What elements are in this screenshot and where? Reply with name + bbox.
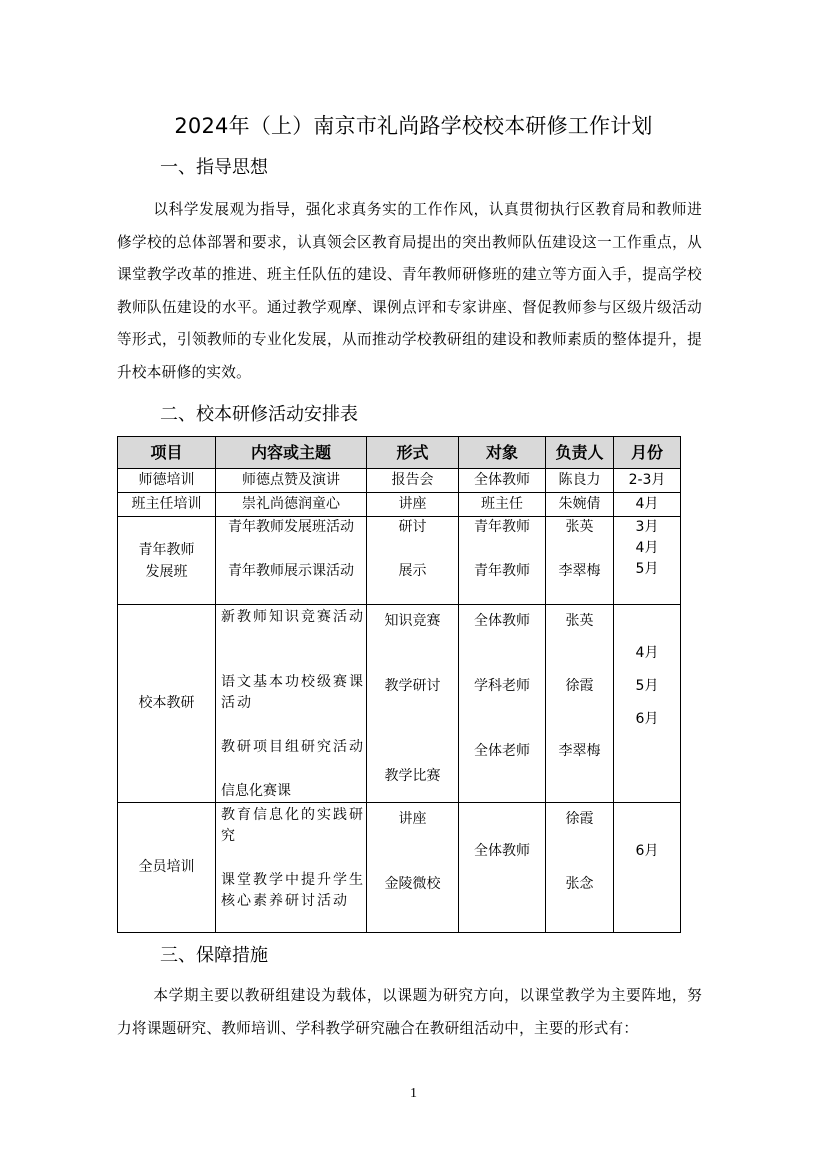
owner-line: 徐霞 bbox=[565, 678, 594, 694]
table-header-row bbox=[118, 437, 681, 469]
cell-owner: 陈良力 bbox=[546, 469, 614, 493]
content-line: 教研项目组研究活动 bbox=[221, 739, 365, 755]
content-line: 信息化赛课 bbox=[221, 783, 291, 799]
paragraph-text: 以科学发展观为指导，强化求真务实的工作作风，认真贯彻执行区教育局和教师进修学校的总体部署和要求，认真领会区教育局提出的突出教师队伍建设这一工作重点，从课堂教学改革的推进、班主任队伍的建设、青年教师研修班的建立等方面入手，提高学校教师队伍建设的水平。通过教学观摩、课例点评和专家讲座、督促教师参与区级片级活动等形式，引领教师的专业化发展，从而推动学校教研组的建设和教师素质的整体提升，提升校本研修的实效。 bbox=[117, 201, 702, 381]
form-line: 讲座 bbox=[398, 811, 427, 827]
cell-project bbox=[118, 517, 216, 605]
cell-content bbox=[216, 517, 367, 605]
cell-form: 报告会 bbox=[367, 469, 459, 493]
cell-project: 全员培训 bbox=[118, 803, 216, 933]
cell-owner bbox=[546, 517, 614, 605]
month-line: 6月 bbox=[635, 711, 659, 727]
header-target: 对象 bbox=[459, 437, 546, 469]
table-row bbox=[118, 469, 681, 493]
cell-form bbox=[367, 803, 459, 933]
owner-line: 李翠梅 bbox=[558, 563, 601, 579]
header-form: 形式 bbox=[367, 437, 459, 469]
header-content: 内容或主题 bbox=[216, 437, 367, 469]
cell-target bbox=[459, 605, 546, 803]
cell-content: 师德点赞及演讲 bbox=[216, 469, 367, 493]
table-row bbox=[118, 803, 681, 933]
target-line: 全体教师 bbox=[474, 613, 530, 629]
cell-project: 校本教研 bbox=[118, 605, 216, 803]
cell-owner: 朱婉倩 bbox=[546, 493, 614, 517]
form-line: 教学研讨 bbox=[384, 678, 441, 694]
table-row bbox=[118, 493, 681, 517]
section-heading-safeguards: 三、保障措施 bbox=[160, 945, 268, 966]
activity-schedule-table bbox=[117, 436, 681, 933]
target-line: 学科老师 bbox=[474, 678, 530, 694]
owner-line: 李翠梅 bbox=[558, 743, 601, 759]
content-line: 新教师知识竞赛活动 bbox=[221, 609, 365, 625]
table-row bbox=[118, 605, 681, 803]
content-line: 课堂教学中提升学生核心素养研讨活动 bbox=[221, 872, 365, 909]
cell-form: 讲座 bbox=[367, 493, 459, 517]
content-line: 青年教师发展班活动 bbox=[228, 519, 354, 535]
safeguards-paragraph bbox=[117, 980, 702, 1045]
form-line: 展示 bbox=[398, 563, 427, 579]
cell-owner bbox=[546, 803, 614, 933]
cell-month: 4月 bbox=[614, 493, 681, 517]
owner-line: 张念 bbox=[565, 876, 594, 892]
guiding-ideology-paragraph bbox=[117, 194, 702, 390]
month-line: 3月 bbox=[635, 519, 659, 535]
owner-line: 徐霞 bbox=[565, 811, 594, 827]
cell-owner bbox=[546, 605, 614, 803]
document-title: 2024年（上）南京市礼尚路学校校本研修工作计划 bbox=[174, 114, 653, 138]
page-number: 1 bbox=[410, 1086, 417, 1101]
cell-month: 2-3月 bbox=[614, 469, 681, 493]
cell-month bbox=[614, 605, 681, 803]
form-line: 研讨 bbox=[398, 519, 427, 535]
cell-target bbox=[459, 517, 546, 605]
cell-month bbox=[614, 517, 681, 605]
cell-target: 班主任 bbox=[459, 493, 546, 517]
owner-line: 张英 bbox=[565, 519, 594, 535]
table-row bbox=[118, 517, 681, 605]
cell-month: 6月 bbox=[614, 803, 681, 933]
cell-target: 全体教师 bbox=[459, 803, 546, 933]
target-line: 全体老师 bbox=[474, 743, 530, 759]
cell-form bbox=[367, 517, 459, 605]
form-line: 知识竞赛 bbox=[384, 613, 441, 629]
cell-target: 全体教师 bbox=[459, 469, 546, 493]
month-line: 5月 bbox=[635, 678, 659, 694]
content-line: 语文基本功校级赛课活动 bbox=[221, 674, 365, 711]
target-line: 青年教师 bbox=[474, 563, 530, 579]
form-line: 教学比赛 bbox=[384, 768, 441, 784]
month-line: 4月 bbox=[635, 645, 659, 661]
section-heading-guiding-ideology: 一、指导思想 bbox=[160, 157, 268, 178]
owner-line: 张英 bbox=[565, 613, 594, 629]
paragraph-text: 本学期主要以教研组建设为载体，以课题为研究方向，以课堂教学为主要阵地，努力将课题研究、教师培训、学科教学研究融合在教研组活动中，主要的形式有： bbox=[117, 987, 702, 1037]
project-label: 青年教师发展班 bbox=[138, 541, 195, 580]
header-month: 月份 bbox=[614, 437, 681, 469]
month-line: 5月 bbox=[635, 561, 659, 577]
header-owner: 负责人 bbox=[546, 437, 614, 469]
cell-content bbox=[216, 605, 367, 803]
cell-content bbox=[216, 803, 367, 933]
header-project: 项目 bbox=[118, 437, 216, 469]
cell-project: 班主任培训 bbox=[118, 493, 216, 517]
month-line: 4月 bbox=[635, 540, 659, 556]
section-heading-activity-schedule: 二、校本研修活动安排表 bbox=[160, 404, 358, 425]
target-line: 青年教师 bbox=[474, 519, 530, 535]
form-line: 金陵微校 bbox=[384, 876, 441, 892]
content-line: 教育信息化的实践研究 bbox=[221, 807, 365, 844]
cell-content: 崇礼尚德润童心 bbox=[216, 493, 367, 517]
cell-project: 师德培训 bbox=[118, 469, 216, 493]
content-line: 青年教师展示课活动 bbox=[228, 563, 354, 579]
cell-form bbox=[367, 605, 459, 803]
